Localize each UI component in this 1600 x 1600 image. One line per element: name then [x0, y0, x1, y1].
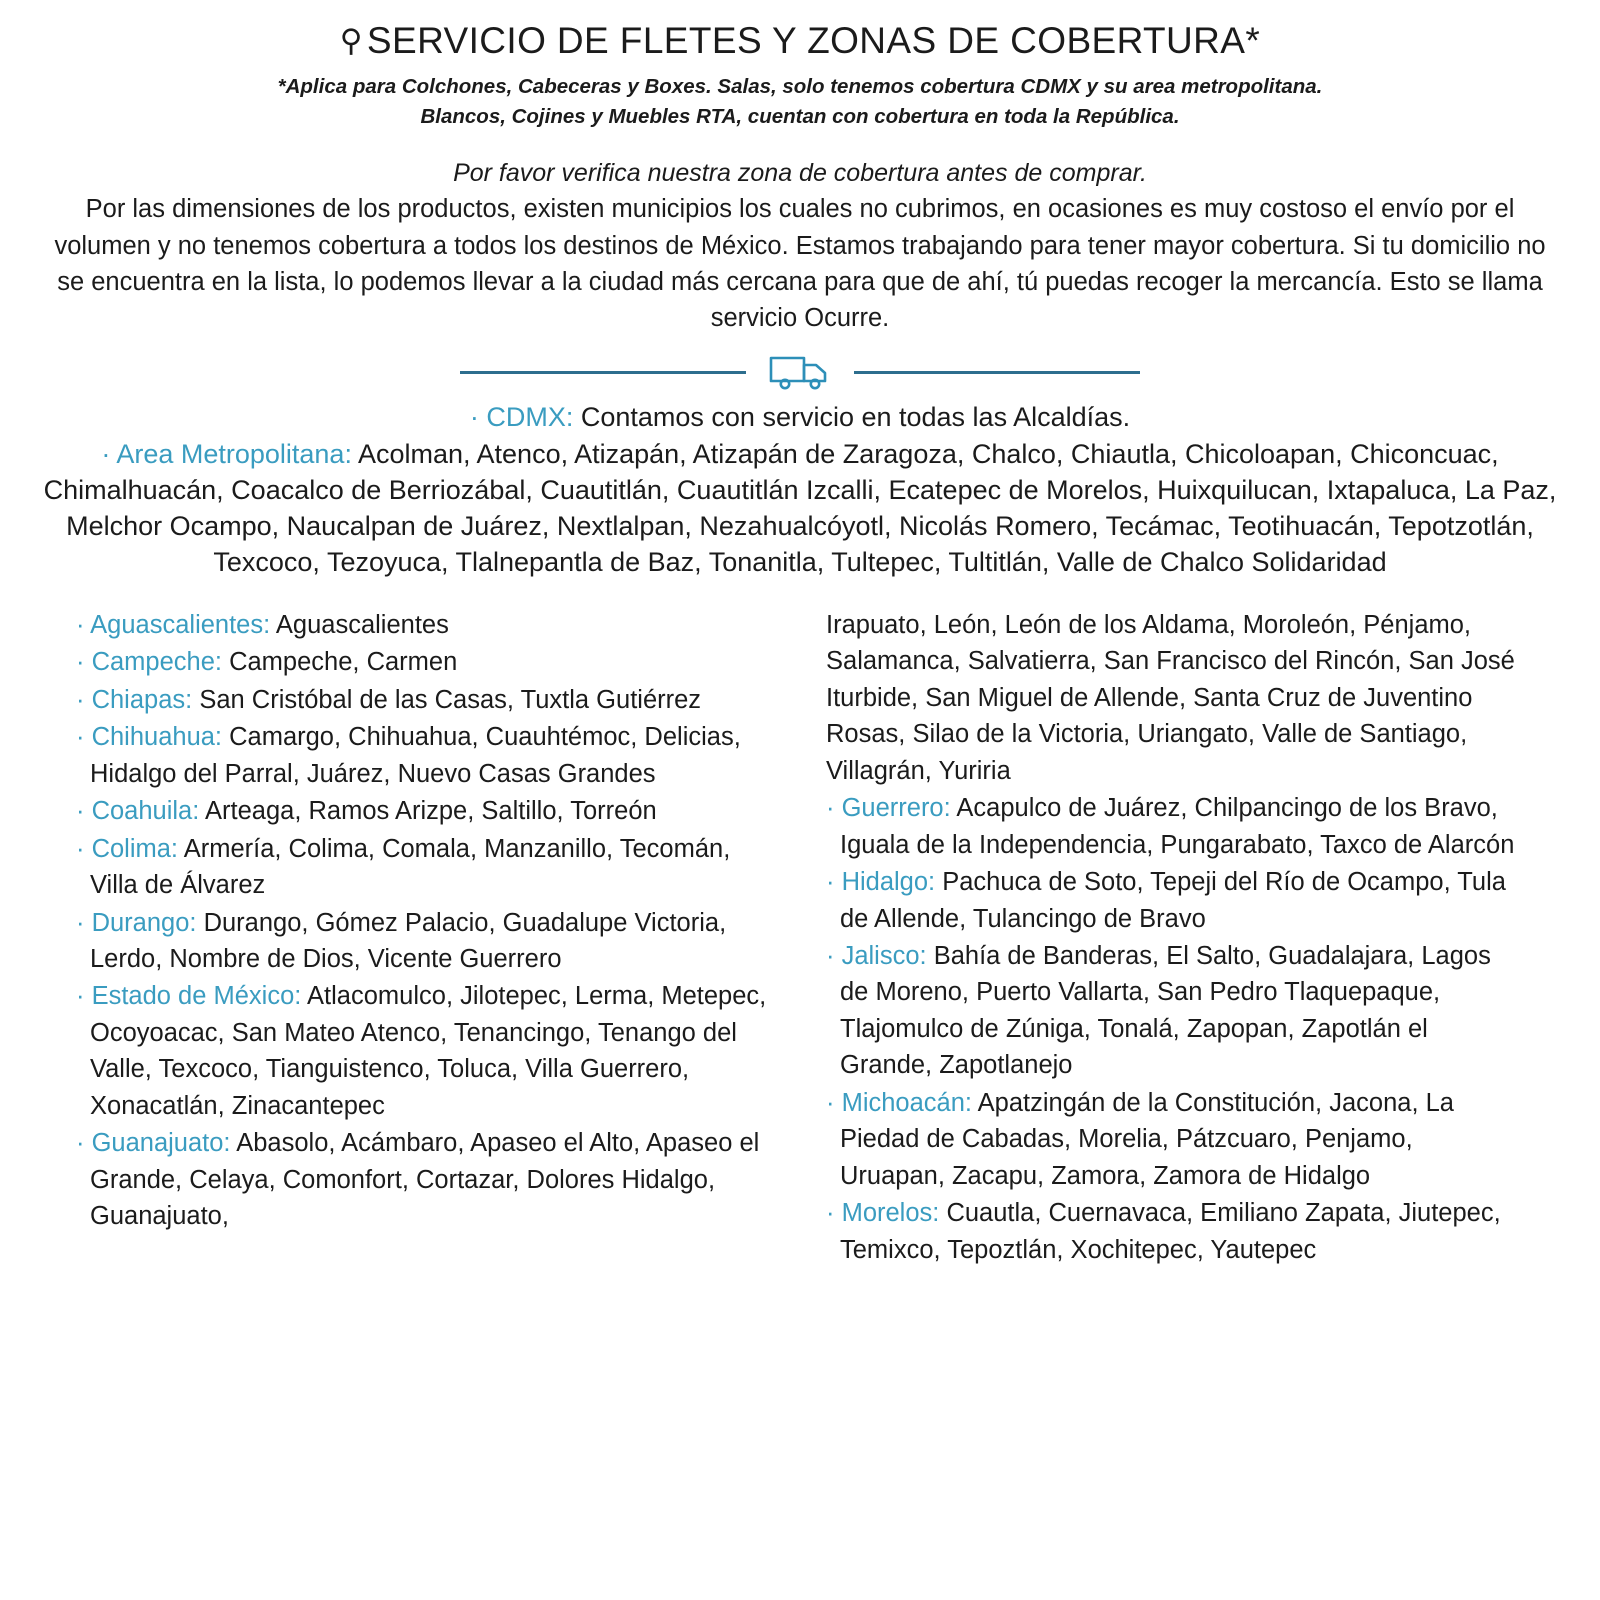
state-cities: San Cristóbal de las Casas, Tuxtla Gutiérrez [199, 685, 702, 714]
area-metropolitana-block [40, 437, 1560, 581]
header-note-line-2: Blancos, Cojines y Muebles RTA, cuentan con cobertura en toda la República. [420, 104, 1180, 128]
state-label: · Chihuahua: [76, 723, 223, 752]
state-cities: Atlacomulco, Jilotepec, Lerma, Metepec, Ocoyoacac, San Mateo Atenco, Tenancingo, Tenango del Valle, Texcoco, Tianguistenco, Toluca, Villa Guerrero, Xonacatlán, Zinacantepec [90, 982, 767, 1120]
page-title-text: SERVICIO DE FLETES Y ZONAS DE COBERTURA* [366, 20, 1261, 61]
page-title [40, 20, 1560, 62]
state-cities: Durango, Gómez Palacio, Guadalupe Victoria, Lerdo, Nombre de Dios, Vicente Guerrero [90, 908, 727, 973]
list-item [76, 793, 774, 829]
state-label: · Jalisco: [826, 941, 927, 970]
header-note-line-1: *Aplica para Colchones, Cabeceras y Boxes. Salas, solo tenemos cobertura CDMX y su area metropolitana. [277, 75, 1323, 98]
divider-rule-right [854, 371, 1140, 374]
lead-text: Por favor verifica nuestra zona de cobertura antes de comprar. [453, 159, 1147, 188]
coverage-column-right [826, 607, 1524, 1269]
state-cities: Arteaga, Ramos Arizpe, Saltillo, Torreón [205, 797, 657, 826]
area-metropolitana-value: Acolman, Atenco, Atizapán, Atizapán de Zaragoza, Chalco, Chiautla, Chicoloapan, Chiconcuac, Chimalhuacán, Coacalco de Berriozábal, Cuautitlán, Cuautitlán Izcalli, Ecatepec de Morelos, Huixquilucan, Ixtapaluca, La Paz, Melchor Ocampo, Naucalpan de Juárez, Nextlalpan, Nezahualcóyotl, Nicolás Romero, Tecámac, Teotihuacán, Tepotzotlán, Texcoco, Tezoyuca, Tlalnepantla de Baz, Tonanitla, Tultepec, Tultitlán, Valle de Chalco Solidaridad [43, 439, 1557, 577]
state-label: · Guanajuato: [76, 1129, 231, 1158]
state-label: · Colima: [76, 834, 179, 863]
state-label: · Hidalgo: [826, 868, 936, 897]
state-label: · Guerrero: [826, 794, 951, 823]
state-label: · Morelos: [826, 1199, 940, 1228]
state-label: · Chiapas: [76, 685, 193, 714]
state-cities: Acapulco de Juárez, Chilpancingo de los Bravo, Iguala de la Independencia, Pungarabato, Taxco de Alarcón [840, 794, 1515, 859]
coverage-column-left [76, 607, 774, 1236]
guanajuato-continuation: Irapuato, León, León de los Aldama, Moroleón, Pénjamo, Salamanca, Salvatierra, San Francisco del Rincón, San José Iturbide, San Miguel de Allende, Santa Cruz de Juventino Rosas, Silao de la Victoria, Uriangato, Valle de Santiago, Villagrán, Yuriria [826, 610, 1515, 785]
state-label: · Coahuila: [76, 797, 200, 826]
section-divider [460, 352, 1140, 392]
cdmx-value: Contamos con servicio en todas las Alcaldías. [580, 402, 1131, 433]
state-cities: Aguascalientes [275, 610, 449, 639]
list-item [76, 831, 774, 904]
list-item [76, 644, 774, 680]
state-cities: Cuautla, Cuernavaca, Emiliano Zapata, Jiutepec, Temixco, Tepoztlán, Xochitepec, Yautepec [840, 1199, 1501, 1264]
state-cities: Camargo, Chihuahua, Cuauhtémoc, Delicias, Hidalgo del Parral, Juárez, Nuevo Casas Grandes [90, 723, 741, 788]
state-label: · Michoacán: [826, 1088, 972, 1117]
state-label: · Durango: [76, 908, 197, 937]
cdmx-line [40, 402, 1560, 433]
cdmx-label: · CDMX: [469, 402, 574, 433]
list-item [76, 682, 774, 718]
state-cities: Campeche, Carmen [229, 648, 458, 677]
list-item [826, 864, 1524, 937]
coverage-columns [40, 607, 1560, 1269]
delivery-truck-icon [746, 352, 854, 392]
state-cities: Pachuca de Soto, Tepeji del Río de Ocampo, Tula de Allende, Tulancingo de Bravo [840, 868, 1506, 933]
list-item [826, 1085, 1524, 1194]
state-label: · Estado de México: [76, 982, 302, 1011]
location-pin-icon: ⚲ [339, 23, 363, 58]
list-item [76, 1125, 774, 1234]
list-item [826, 790, 1524, 863]
state-label: · Campeche: [76, 648, 222, 677]
state-cities: Armería, Colima, Comala, Manzanillo, Tecomán, Villa de Álvarez [90, 834, 731, 900]
intro-paragraph: Por las dimensiones de los productos, existen municipios los cuales no cubrimos, en ocasiones es muy costoso el envío por el volumen y no tenemos cobertura a todos los destinos de México. Estamos trabajando para tener mayor cobertura. Si tu domicilio no se encuentra en la lista, lo podemos llevar a la ciudad más cercana para que de ahí, tú puedas recoger la mercancía. Esto se llama servicio Ocurre. [54, 195, 1546, 333]
list-item [76, 978, 774, 1124]
list-item [76, 719, 774, 792]
state-cities: Abasolo, Acámbaro, Apaseo el Alto, Apaseo el Grande, Celaya, Comonfort, Cortazar, Dolores Hidalgo, Guanajuato, [90, 1129, 760, 1231]
state-cities: Bahía de Banderas, El Salto, Guadalajara, Lagos de Moreno, Puerto Vallarta, San Pedro Tlaquepaque, Tlajomulco de Zúniga, Tonalá, Zapopan, Zapotlán el Grande, Zapotlanejo [840, 941, 1491, 1080]
list-item [826, 1195, 1524, 1268]
state-label: · Aguascalientes: [76, 610, 271, 639]
area-metropolitana-label: · Area Metropolitana: [101, 439, 352, 470]
header-note [100, 72, 1500, 131]
divider-rule-left [460, 371, 746, 374]
list-item [76, 607, 774, 643]
list-item [826, 938, 1524, 1084]
state-cities: Apatzingán de la Constitución, Jacona, La Piedad de Cabadas, Morelia, Pátzcuaro, Penjamo, Uruapan, Zacapu, Zamora, Zamora de Hidalgo [840, 1088, 1454, 1190]
list-item [76, 905, 774, 978]
